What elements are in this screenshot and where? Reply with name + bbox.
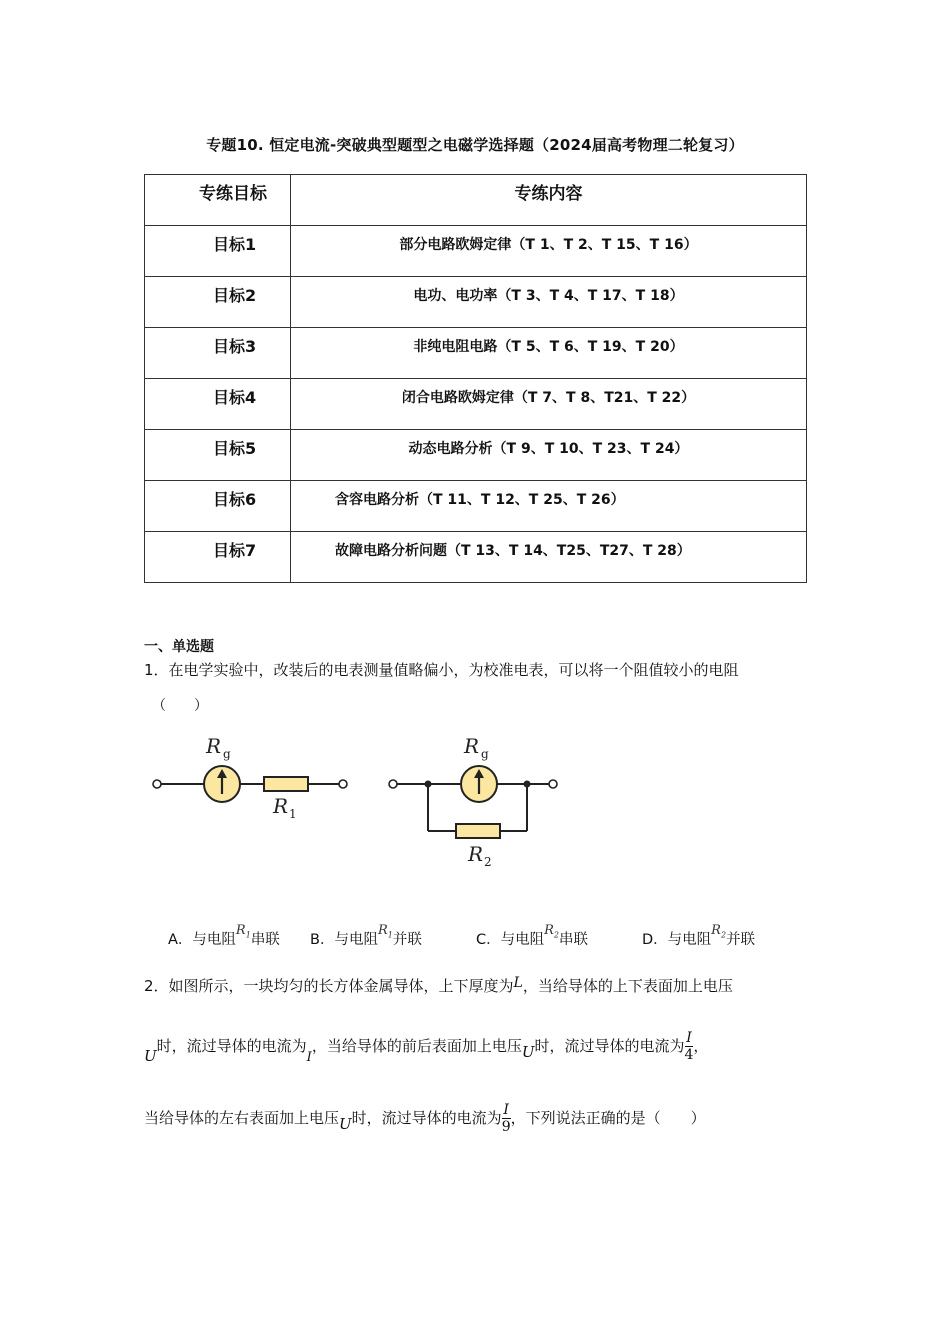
rg-label-left: R bbox=[206, 734, 222, 758]
r1-label: R bbox=[273, 794, 289, 818]
goal-content: 非纯电阻电路（T 5、T 6、T 19、T 20） bbox=[413, 339, 684, 355]
terminal-icon bbox=[153, 780, 161, 788]
terminal-icon bbox=[389, 780, 397, 788]
goal-label: 目标7 bbox=[213, 541, 257, 560]
question-2-line-2: U时，流过导体的电流为I，当给导体的前后表面加上电压U时，流过导体的电流为 $\frac{I}{4}$ ， bbox=[144, 1030, 709, 1065]
rg-label-right: R bbox=[464, 734, 480, 758]
goal-label: 目标3 bbox=[213, 337, 257, 356]
table-row bbox=[145, 430, 807, 481]
goal-content: 动态电路分析（T 9、T 10、T 23、T 24） bbox=[408, 441, 689, 457]
svg-text:2: 2 bbox=[484, 855, 492, 869]
goal-label: 目标5 bbox=[213, 439, 257, 458]
svg-text:g: g bbox=[223, 747, 231, 761]
table-row bbox=[145, 226, 807, 277]
goals-table bbox=[144, 174, 807, 583]
header-goal: 专练目标 bbox=[145, 175, 291, 226]
series-circuit bbox=[153, 734, 347, 821]
option-b[interactable]: B．与电阻$R_1$并联 bbox=[310, 923, 422, 948]
galvanometer-icon bbox=[204, 766, 240, 802]
header-content: 专练内容 bbox=[291, 175, 807, 226]
goal-content: 部分电路欧姆定律（T 1、T 2、T 15、T 16） bbox=[399, 237, 698, 253]
parallel-circuit bbox=[389, 734, 557, 869]
table-row bbox=[145, 277, 807, 328]
goal-label: 目标1 bbox=[213, 235, 257, 254]
r2-label: R bbox=[468, 842, 484, 866]
goal-content: 闭合电路欧姆定律（T 7、T 8、T21、T 22） bbox=[401, 390, 696, 406]
galvanometer-icon bbox=[461, 766, 497, 802]
terminal-icon bbox=[339, 780, 347, 788]
fraction-i-over-4: $\frac{I}{4}$ bbox=[684, 1030, 694, 1063]
goal-label: 目标6 bbox=[213, 490, 257, 509]
question-2-line-3: 当给导体的左右表面加上电压U时，流过导体的电流为 $\frac{I}{9}$ ，下列说法正确的是（ ） bbox=[144, 1102, 706, 1135]
page-title: 专题10. 恒定电流-突破典型题型之电磁学选择题（2024届高考物理二轮复习） bbox=[206, 136, 744, 154]
resistor-icon bbox=[456, 824, 500, 838]
question-2-line-1: 2．如图所示，一块均匀的长方体金属导体，上下厚度为L，当给导体的上下表面加上电压 bbox=[144, 975, 733, 995]
fraction-i-over-9: $\frac{I}{9}$ bbox=[501, 1102, 511, 1135]
svg-text:1: 1 bbox=[289, 807, 297, 821]
goal-label: 目标2 bbox=[213, 286, 257, 305]
table-row bbox=[145, 481, 807, 532]
option-c[interactable]: C．与电阻$R_2$串联 bbox=[476, 923, 589, 948]
resistor-icon bbox=[264, 777, 308, 791]
table-row bbox=[145, 532, 807, 583]
section-heading: 一、单选题 bbox=[144, 639, 214, 655]
table-row bbox=[145, 328, 807, 379]
goal-content: 电功、电功率（T 3、T 4、T 17、T 18） bbox=[413, 288, 684, 304]
goal-content: 含容电路分析（T 11、T 12、T 25、T 26） bbox=[335, 492, 625, 508]
circuit-figure bbox=[140, 728, 570, 878]
goal-content: 故障电路分析问题（T 13、T 14、T25、T27、T 28） bbox=[335, 543, 691, 559]
goal-label: 目标4 bbox=[213, 388, 257, 407]
question-1-text: 1．在电学实验中，改装后的电表测量值略偏小，为校准电表，可以将一个阻值较小的电阻 bbox=[144, 661, 739, 679]
option-a[interactable]: A．与电阻$R_1$串联 bbox=[168, 923, 280, 948]
question-1-paren: （ ） bbox=[152, 698, 208, 714]
option-d[interactable]: D．与电阻$R_2$并联 bbox=[642, 923, 756, 948]
terminal-icon bbox=[549, 780, 557, 788]
table-row bbox=[145, 379, 807, 430]
table-header-row bbox=[145, 175, 807, 226]
svg-text:g: g bbox=[481, 747, 489, 761]
